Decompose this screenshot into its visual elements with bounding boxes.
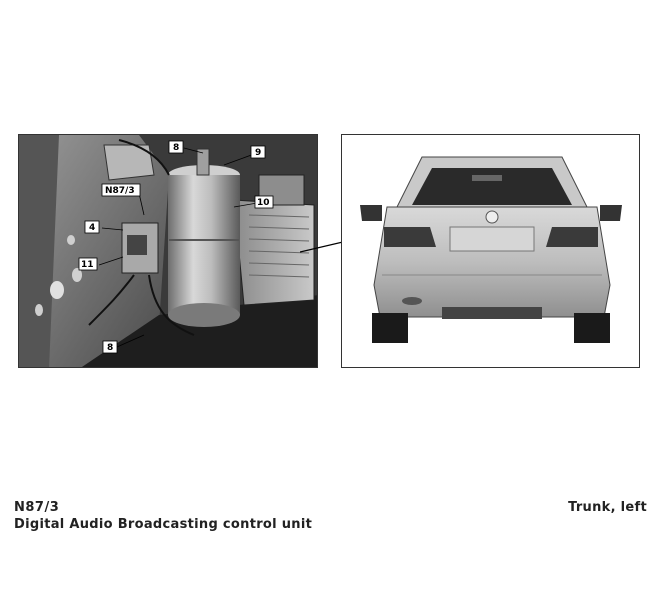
- callout-8-bottom: 8: [107, 343, 114, 353]
- trunk-interior-illustration: [19, 135, 318, 368]
- callout-n87-3: N87/3: [105, 186, 135, 196]
- callout-8-top: 8: [173, 143, 180, 153]
- vehicle-rear-photo: [341, 134, 640, 368]
- trunk-interior-photo: [18, 134, 318, 368]
- component-code: N87/3: [14, 500, 60, 515]
- component-location: Trunk, left: [568, 500, 647, 515]
- callout-10: 10: [257, 198, 270, 208]
- component-description: Digital Audio Broadcasting control unit: [14, 517, 313, 532]
- callout-4: 4: [89, 223, 96, 233]
- callout-9: 9: [255, 148, 262, 158]
- callout-11: 11: [81, 260, 94, 270]
- vehicle-rear-illustration: [342, 135, 640, 368]
